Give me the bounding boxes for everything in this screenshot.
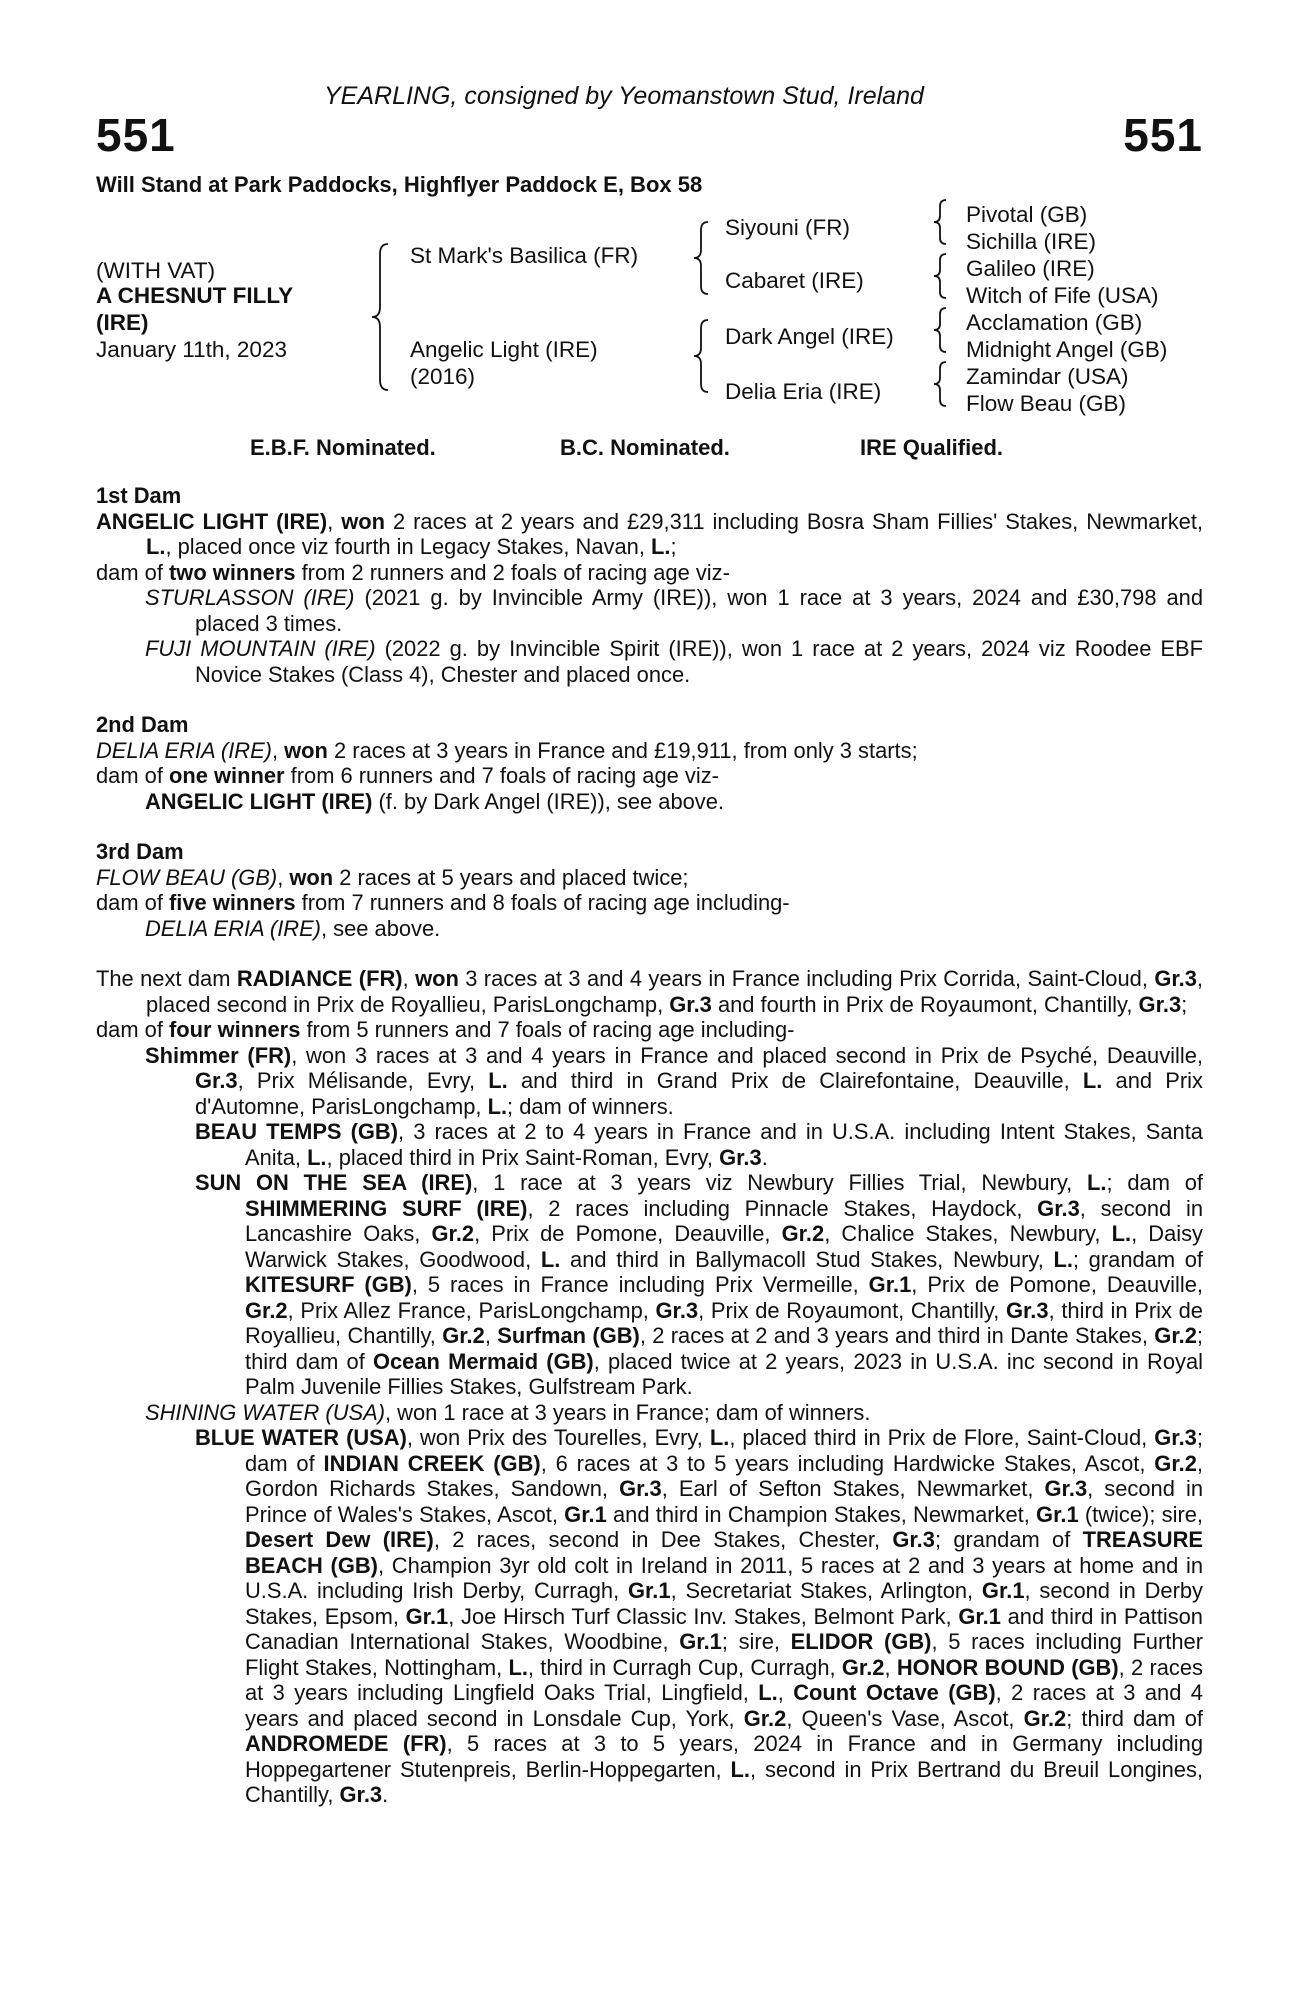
- pedigree-brace-dam: [692, 318, 710, 394]
- bold-text: KITESURF (GB): [245, 1272, 412, 1297]
- text-run: , 1 race at 3 years viz Newbury Fillies Trial, Newbury,: [472, 1170, 1088, 1195]
- text-run: , 2 races at 3 and 4 years and placed second in Lonsdale Cup, York,: [245, 1680, 1203, 1731]
- pedigree-dam: Angelic Light (IRE): [410, 337, 598, 362]
- catalogue-body: [96, 483, 1203, 1808]
- next-dam-grandproduce-2: [96, 1170, 1203, 1400]
- next-dam-record: [96, 966, 1203, 1017]
- bold-text: Gr.3: [655, 1297, 699, 1323]
- pedigree-sire: St Mark's Basilica (FR): [410, 243, 639, 268]
- next-dam-grandproduce-3: [96, 1425, 1203, 1808]
- pedigree-dam-dam: Delia Eria (IRE): [725, 379, 882, 404]
- text-run: , 6 races at 3 to 5 years including Hardwicke Stakes, Ascot,: [540, 1450, 1155, 1476]
- text-run: , third in Prix de Royallieu, Chantilly,: [245, 1297, 1203, 1348]
- horse-name-country: (IRE): [96, 310, 149, 335]
- lot-number-right: 551: [1123, 109, 1203, 161]
- text-run: ,: [484, 1323, 498, 1348]
- bold-text: L.: [709, 1425, 730, 1450]
- text-run: , Prix de Royaumont, Chantilly,: [698, 1297, 1006, 1323]
- pedigree-brace-main: [370, 242, 390, 392]
- text-run: and third in Pattison Canadian International Stakes, Woodbine,: [245, 1603, 1203, 1654]
- text-run: , 3 races at 2 to 4 years in France and in U.S.A. including Intent Stakes, Santa Anita,: [245, 1119, 1203, 1170]
- text-run: and Prix d'Automne, ParisLongchamp,: [195, 1068, 1203, 1119]
- text-run: , see above.: [320, 915, 441, 941]
- bold-text: HONOR BOUND (GB): [896, 1654, 1119, 1680]
- text-run: , won 1 race at 3 years in France; dam of winners.: [385, 1399, 871, 1425]
- text-run: , won Prix des Tourelles, Evry,: [406, 1425, 710, 1450]
- bold-text: Gr.1: [627, 1578, 671, 1603]
- text-run: , 2 races at 3 years including Lingfield Oaks Trial, Lingfield,: [245, 1654, 1203, 1705]
- bold-text: won: [289, 864, 334, 890]
- text-run: ,: [884, 1654, 897, 1680]
- text-run: , won 3 races at 3 and 4 years in France and placed second in Prix de Psyché, Deauville,: [291, 1042, 1203, 1068]
- text-run: 2 races at 2 years and £29,311 including Bosra Sham Fillies' Stakes, Newmarket,: [385, 508, 1203, 534]
- text-run: , 5 races in France including Prix Vermeille,: [411, 1272, 869, 1297]
- bold-text: won: [415, 966, 459, 991]
- pedigree-dds: Zamindar (USA): [966, 364, 1129, 389]
- text-run: The next dam: [96, 966, 237, 991]
- bold-text: Gr.3: [1138, 991, 1182, 1017]
- pedigree-sdd: Witch of Fife (USA): [966, 283, 1159, 308]
- text-run: , 5 races including Further Flight Stakes, Nottingham,: [245, 1629, 1203, 1680]
- text-run: .: [761, 1144, 768, 1170]
- bold-text: won: [341, 508, 386, 534]
- ire-qualified: IRE Qualified.: [860, 435, 1004, 460]
- dam3-produce-1: [96, 916, 1203, 942]
- stand-location: Will Stand at Park Paddocks, Highflyer Paddock E, Box 58: [96, 172, 703, 197]
- bold-text: Surfman (GB): [497, 1323, 640, 1348]
- pedigree-sire-dam: Cabaret (IRE): [725, 268, 864, 293]
- bold-text: L.: [1111, 1221, 1132, 1246]
- next-dam-produce-summary: [96, 1017, 1203, 1043]
- text-run: ; grandam of: [934, 1527, 1083, 1552]
- bold-text: L.: [651, 534, 671, 559]
- bc-nomination: B.C. Nominated.: [560, 435, 730, 460]
- text-run: , Daisy Warwick Stakes, Goodwood,: [245, 1221, 1203, 1272]
- bold-text: SUN ON THE SEA (IRE): [195, 1170, 473, 1195]
- pedigree-dsd: Midnight Angel (GB): [966, 337, 1168, 362]
- bold-text: Gr.3: [719, 1144, 762, 1170]
- pedigree-dam-sire: Dark Angel (IRE): [725, 324, 894, 349]
- italic-text: DELIA ERIA (IRE): [96, 737, 272, 763]
- bold-text: L.: [730, 1756, 750, 1782]
- text-run: , second in Prince of Wales's Stakes, Ascot,: [245, 1476, 1204, 1527]
- text-run: ,: [277, 864, 290, 890]
- text-run: , placed second in Prix de Royallieu, ParisLongchamp,: [146, 966, 1204, 1017]
- pedigree-sds: Galileo (IRE): [966, 256, 1095, 281]
- bold-text: L.: [508, 1654, 528, 1680]
- bold-text: Shimmer (FR): [145, 1042, 292, 1068]
- bold-text: Gr.3: [669, 991, 712, 1017]
- bold-text: Gr.1: [1036, 1501, 1079, 1527]
- bold-text: INDIAN CREEK (GB): [323, 1450, 541, 1476]
- bold-text: Gr.3: [892, 1527, 935, 1552]
- bold-text: Gr.2: [781, 1221, 825, 1246]
- bold-text: Count Octave (GB): [793, 1680, 996, 1705]
- text-run: ,: [777, 1680, 794, 1705]
- text-run: ; dam of: [1106, 1170, 1203, 1195]
- text-run: .: [382, 1782, 389, 1807]
- pedigree-brace-sd: [932, 252, 948, 300]
- text-run: , Joe Hirsch Turf Classic Inv. Stakes, Belmont Park,: [448, 1603, 959, 1629]
- text-run: , Secretariat Stakes, Arlington,: [670, 1578, 982, 1603]
- bold-text: L.: [1087, 1170, 1107, 1195]
- italic-text: FUJI MOUNTAIN (IRE): [145, 636, 376, 661]
- bold-text: L.: [146, 534, 166, 559]
- bold-text: L.: [488, 1068, 508, 1093]
- bold-text: Gr.2: [1154, 1323, 1197, 1348]
- text-run: , placed third in Prix Saint-Roman, Evry,: [326, 1144, 720, 1170]
- text-run: , Prix de Pomone, Deauville,: [911, 1272, 1203, 1297]
- text-run: ; dam of winners.: [507, 1093, 674, 1119]
- dam2-heading: 2nd Dam: [96, 712, 189, 737]
- text-run: , Prix de Pomone, Deauville,: [474, 1221, 782, 1246]
- bold-text: Gr.1: [981, 1578, 1025, 1603]
- bold-text: five winners: [169, 890, 296, 915]
- bold-text: ANDROMEDE (FR): [245, 1731, 447, 1756]
- text-run: , 2 races, second in Dee Stakes, Chester,: [433, 1527, 893, 1552]
- text-run: and third in Ballymacoll Stud Stakes, Newbury,: [560, 1246, 1054, 1272]
- bold-text: L.: [758, 1680, 778, 1705]
- dam3-heading: 3rd Dam: [96, 839, 184, 864]
- text-run: ,: [327, 508, 342, 534]
- text-run: ,: [402, 966, 416, 991]
- bold-text: ANGELIC LIGHT (IRE): [145, 788, 373, 814]
- consignment-line: YEARLING, consigned by Yeomanstown Stud, Ireland: [324, 82, 924, 110]
- bold-text: ANGELIC LIGHT (IRE): [96, 508, 328, 534]
- bold-text: Gr.3: [339, 1782, 383, 1807]
- text-run: , second in Derby Stakes, Epsom,: [245, 1578, 1203, 1629]
- pedigree-dam-year: (2016): [410, 364, 476, 389]
- bold-text: Gr.3: [1037, 1195, 1080, 1221]
- dam3-record: [96, 865, 1203, 891]
- pedigree-dss: Acclamation (GB): [966, 310, 1143, 335]
- lot-number-left: 551: [96, 109, 176, 161]
- text-run: , 2 races at 2 and 3 years and third in Dante Stakes,: [639, 1323, 1155, 1348]
- bold-text: Gr.3: [1005, 1297, 1049, 1323]
- bold-text: RADIANCE (FR): [236, 966, 403, 991]
- text-run: from 2 runners and 2 foals of racing age viz-: [295, 559, 730, 585]
- text-run: 3 races at 3 and 4 years in France including Prix Corrida, Saint-Cloud,: [458, 966, 1155, 991]
- text-run: ; sire,: [721, 1629, 791, 1654]
- text-run: , Queen's Vase, Ascot,: [786, 1705, 1024, 1731]
- text-run: , 5 races at 3 to 5 years, 2024 in France and in Germany including Hoppegartener Stutenpreis, Berlin-Hoppegarten,: [245, 1731, 1203, 1782]
- bold-text: Gr.3: [1044, 1476, 1088, 1501]
- bold-text: Gr.1: [405, 1603, 449, 1629]
- pedigree-sss: Pivotal (GB): [966, 202, 1088, 227]
- bold-text: won: [284, 737, 328, 763]
- text-run: from 6 runners and 7 foals of racing age viz-: [284, 763, 719, 788]
- italic-text: STURLASSON (IRE): [145, 585, 355, 610]
- bold-text: SHIMMERING SURF (IRE): [245, 1195, 528, 1221]
- bold-text: Gr.1: [564, 1501, 607, 1527]
- pedigree-sire-sire: Siyouni (FR): [725, 215, 851, 240]
- text-run: , Gordon Richards Stakes, Sandown,: [245, 1450, 1203, 1501]
- bold-text: Gr.2: [1023, 1705, 1067, 1731]
- text-run: dam of: [96, 763, 170, 788]
- dam1-produce-summary: [96, 560, 1203, 586]
- pedigree-brace-ss: [932, 198, 948, 246]
- horse-name: A CHESNUT FILLY: [96, 283, 294, 308]
- dam2-produce-1: [96, 789, 1203, 815]
- bold-text: Gr.2: [245, 1297, 288, 1323]
- bold-text: BLUE WATER (USA): [195, 1425, 407, 1450]
- bold-text: Gr.2: [1154, 1450, 1197, 1476]
- text-run: (twice); sire,: [1078, 1501, 1203, 1527]
- text-run: 2 races at 5 years and placed twice;: [333, 864, 689, 890]
- dam2-produce-summary: [96, 763, 1203, 789]
- bold-text: Gr.1: [868, 1272, 912, 1297]
- bold-text: two winners: [169, 559, 296, 585]
- text-run: , placed third in Prix de Flore, Saint-Cloud,: [729, 1425, 1155, 1450]
- bold-text: L.: [1053, 1246, 1073, 1272]
- text-run: ;: [670, 534, 677, 559]
- text-run: , Earl of Sefton Stakes, Newmarket,: [661, 1476, 1045, 1501]
- bold-text: TREASURE BEACH (GB): [245, 1527, 1203, 1578]
- text-run: , second in Prix Bertrand du Breuil Longines, Chantilly,: [245, 1756, 1203, 1807]
- ebf-nomination: E.B.F. Nominated.: [250, 435, 436, 460]
- text-run: ; dam of: [245, 1425, 1203, 1476]
- dam1-heading: 1st Dam: [96, 483, 182, 508]
- bold-text: L.: [307, 1144, 327, 1170]
- text-run: and third in Champion Stakes, Newmarket,: [606, 1501, 1037, 1527]
- text-run: ; third dam of: [1066, 1705, 1204, 1731]
- bold-text: one winner: [169, 763, 285, 788]
- text-run: dam of: [96, 1017, 170, 1042]
- pedigree-brace-ds: [932, 306, 948, 354]
- bold-text: Gr.1: [679, 1629, 722, 1654]
- bold-text: ELIDOR (GB): [790, 1629, 932, 1654]
- pedigree-ssd: Sichilla (IRE): [966, 229, 1097, 254]
- bold-text: Ocean Mermaid (GB): [372, 1348, 594, 1374]
- text-run: and fourth in Prix de Royaumont, Chantilly,: [711, 991, 1139, 1017]
- text-run: , 2 races including Pinnacle Stakes, Haydock,: [527, 1195, 1038, 1221]
- bold-text: Gr.3: [1154, 1425, 1197, 1450]
- italic-text: SHINING WATER (USA): [145, 1399, 385, 1425]
- text-run: ; grandam of: [1072, 1246, 1204, 1272]
- bold-text: BEAU TEMPS (GB): [195, 1119, 399, 1144]
- text-run: dam of: [96, 890, 170, 915]
- text-run: (f. by Dark Angel (IRE)), see above.: [372, 788, 725, 814]
- text-run: (2022 g. by Invincible Spirit (IRE)), won 1 race at 2 years, 2024 viz Roodee EBF Novice Stakes (Class 4), Chester and placed once.: [195, 636, 1204, 687]
- bold-text: Gr.3: [1154, 966, 1197, 991]
- text-run: and third in Grand Prix de Clairefontaine, Deauville,: [507, 1068, 1083, 1093]
- bold-text: Gr.1: [958, 1603, 1001, 1629]
- pedigree-ddd: Flow Beau (GB): [966, 391, 1127, 416]
- text-run: ; third dam of: [245, 1323, 1203, 1374]
- text-run: from 7 runners and 8 foals of racing age including-: [295, 890, 790, 915]
- text-run: , Chalice Stakes, Newbury,: [824, 1221, 1112, 1246]
- dam3-produce-summary: [96, 890, 1203, 916]
- text-run: from 5 runners and 7 foals of racing age including-: [300, 1017, 795, 1042]
- text-run: dam of: [96, 559, 170, 585]
- next-dam-grandproduce-1: [96, 1119, 1203, 1170]
- bold-text: L.: [487, 1093, 508, 1119]
- text-run: , placed twice at 2 years, 2023 in U.S.A. inc second in Royal Palm Juvenile Fillies Stakes, Gulfstream Park.: [245, 1348, 1203, 1399]
- bold-text: Gr.2: [431, 1221, 475, 1246]
- date-of-birth: January 11th, 2023: [96, 337, 287, 362]
- text-run: , Prix Mélisande, Evry,: [237, 1068, 489, 1093]
- vat-note: (WITH VAT): [96, 258, 216, 283]
- pedigree-brace-dd: [932, 360, 948, 408]
- dam1-produce-1: [96, 585, 1203, 636]
- text-run: 2 races at 3 years in France and £19,911, from only 3 starts;: [327, 737, 918, 763]
- next-dam-produce-1: [96, 1043, 1203, 1120]
- bold-text: Desert Dew (IRE): [245, 1527, 434, 1552]
- next-dam-produce-2: [96, 1400, 1203, 1426]
- bold-text: four winners: [169, 1017, 301, 1042]
- bold-text: Gr.2: [743, 1705, 787, 1731]
- dam1-record: [96, 509, 1203, 560]
- italic-text: DELIA ERIA (IRE): [145, 915, 321, 941]
- italic-text: FLOW BEAU (GB): [96, 864, 278, 890]
- bold-text: Gr.3: [619, 1476, 662, 1501]
- bold-text: Gr.3: [195, 1068, 238, 1093]
- text-run: , Champion 3yr old colt in Ireland in 2011, 5 races at 2 and 3 years at home and in U.S.A. including Irish Derby, Curragh,: [245, 1552, 1203, 1603]
- bold-text: Gr.2: [841, 1654, 885, 1680]
- text-run: (2021 g. by Invincible Army (IRE)), won 1 race at 3 years, 2024 and £30,798 and placed 3 times.: [195, 585, 1203, 636]
- pedigree-brace-sire: [692, 220, 710, 296]
- bold-text: Gr.2: [442, 1323, 485, 1348]
- text-run: , third in Curragh Cup, Curragh,: [527, 1654, 842, 1680]
- bold-text: L.: [540, 1246, 561, 1272]
- dam2-record: [96, 738, 1203, 764]
- text-run: , Prix Allez France, ParisLongchamp,: [287, 1297, 656, 1323]
- text-run: ;: [1181, 991, 1188, 1017]
- text-run: , placed once viz fourth in Legacy Stakes, Navan,: [165, 534, 651, 559]
- dam1-produce-2: [96, 636, 1203, 687]
- text-run: ,: [271, 737, 285, 763]
- bold-text: L.: [1082, 1068, 1103, 1093]
- text-run: , second in Lancashire Oaks,: [245, 1195, 1203, 1246]
